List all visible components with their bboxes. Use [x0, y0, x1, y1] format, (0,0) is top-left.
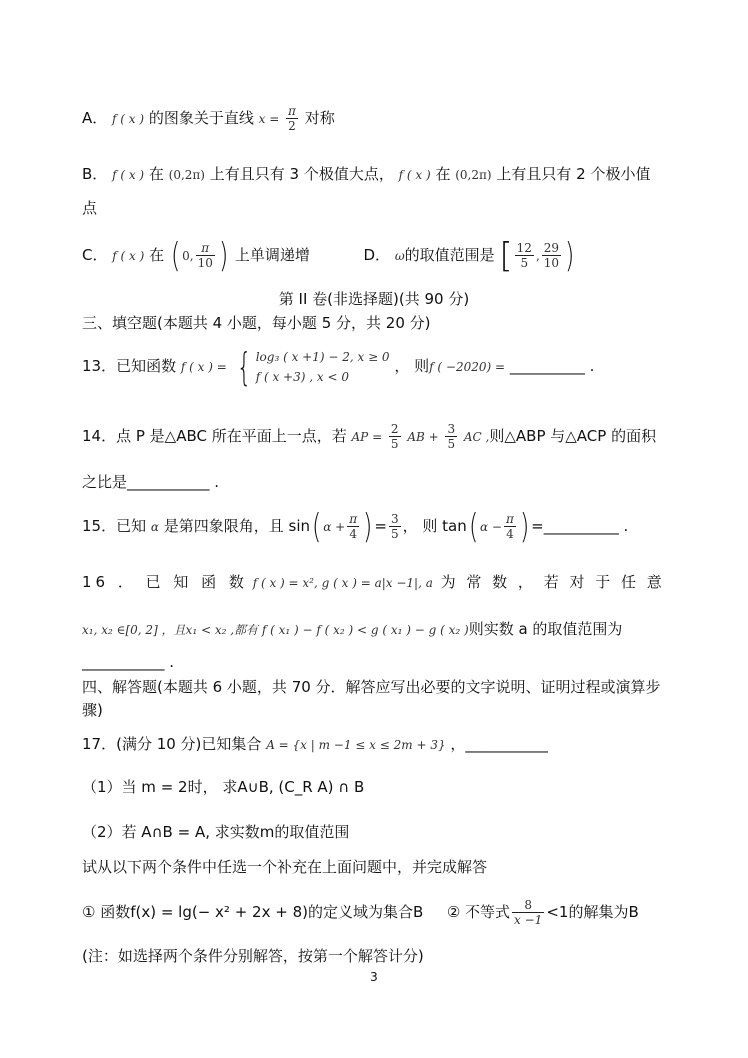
section-2-title: 第 II 卷(非选择题)(共 90 分) [278, 290, 470, 308]
right-paren: ) [218, 235, 229, 276]
right-paren-tan: ) [519, 506, 530, 547]
question-14: 14．点 P 是△ABC 所在平面上一点，若 AP = $\frac{2}{5}$ AB + $\frac{3}{5}$ AC ,则△ABP 与△ACP 的面积 [82, 422, 657, 451]
fraction-pi-4-tan: $\frac{\pi}{4}$ [506, 512, 514, 541]
fraction-3-5: $\frac{3}{5}$ [447, 422, 456, 451]
section-3-heading: 三、填空题(本题共 4 小题，每小题 5 分，共 20 分) [82, 314, 431, 332]
left-paren-tan: ( [468, 506, 479, 547]
right-paren-d: ) [565, 235, 575, 276]
right-paren-sin: ) [363, 506, 373, 547]
question-17-part-1: （1）当 m = 2时， 求A∪B, (C_R A) ∩ B [82, 778, 365, 796]
question-17-conditions: ① 函数f(x) = lg(− x² + 2x + 8)的定义域为集合B ② 不等式 $\frac{8}{x -1}$ <1的解集为B [82, 898, 639, 927]
piecewise-cases: log₃ ( x +1) − 2, x ≥ 0 f ( x +3) , x < 0 [255, 349, 390, 384]
option-c-d: C． f ( x ) 在 ( 0, $\frac{\pi}{10}$ ) 上单调递增 D． ω的取值范围是 [ $\frac{12}{5}$ , $\frac{29}{10}$ ) [82, 235, 575, 276]
question-17: 17．(满分 10 分)已知集合 A = {x | m −1 ≤ x ≤ 2m + 3} ，___________ [82, 735, 548, 753]
page-number: 3 [370, 970, 378, 984]
question-17-part-2: （2）若 A∩B = A, 求实数m的取值范围 [82, 823, 350, 841]
left-paren-sin: ( [311, 506, 322, 547]
fraction-pi-over-10: $\frac{\pi}{10}$ [197, 241, 213, 270]
left-paren: ( [170, 235, 181, 276]
left-bracket: [ [499, 235, 513, 276]
question-16-blank: ___________ . [82, 653, 175, 671]
section-4-heading: 四、解答题(本题共 6 小题，共 70 分．解答应写出必要的文字说明、证明过程或演算步 [82, 678, 661, 696]
question-15: 15．已知 α 是第四象限角，且 sin( α + $\frac{\pi}{4}$ ) = $\frac{3}{5}$ ， 则 tan( α − $\frac{\pi}{4}$ ) =__________ . [82, 506, 629, 547]
fraction-8-over-x-minus-1: $\frac{8}{x -1}$ [514, 898, 543, 927]
option-b: B． f ( x ) 在 (0,2π) 上有且只有 3 个极值大点， f ( x ) 在 (0,2π) 上有且只有 2 个极小值 [82, 165, 651, 183]
fraction-pi-4: $\frac{\pi}{4}$ [349, 512, 358, 541]
question-16: 16 ． 已 知 函 数 f ( x ) = x², g ( x ) = a|x −1|, a 为 常 数 ， 若 对 于 任 意 [82, 573, 665, 591]
fraction-2-5: $\frac{2}{5}$ [390, 422, 399, 451]
fraction-3-5-sin: $\frac{3}{5}$ [390, 512, 399, 541]
fraction-pi-over-2: $\frac{\pi}{2}$ [288, 104, 296, 133]
fraction-12-5: $\frac{12}{5}$ [516, 241, 532, 270]
fraction-29-10: $\frac{29}{10}$ [543, 241, 560, 270]
question-17-note: (注：如选择两个条件分别解答，按第一个解答计分) [82, 947, 424, 965]
option-a: A． f ( x ) 的图象关于直线 x = $\frac{\pi}{2}$ 对称 [82, 104, 335, 133]
question-13: 13．已知函数 f ( x ) = { log₃ ( x +1) − 2, x ≥ 0 f ( x +3) , x < 0 ， 则f ( −2020) = __________ . [82, 344, 595, 389]
left-brace: { [236, 344, 251, 389]
section-4-heading-cont: 骤) [82, 701, 103, 719]
question-17-instruction: 试从以下两个条件中任选一个补充在上面问题中，并完成解答 [82, 858, 488, 876]
question-14-line2: 之比是___________ . [82, 473, 220, 491]
option-b-continuation: 点 [82, 199, 98, 217]
question-16-line2: x₁, x₂ ∈[0, 2] ，且x₁ < x₂ ,都有 f ( x₁ ) − f ( x₂ ) < g ( x₁ ) − g ( x₂ )则实数 a 的取值范围为 [82, 620, 623, 638]
